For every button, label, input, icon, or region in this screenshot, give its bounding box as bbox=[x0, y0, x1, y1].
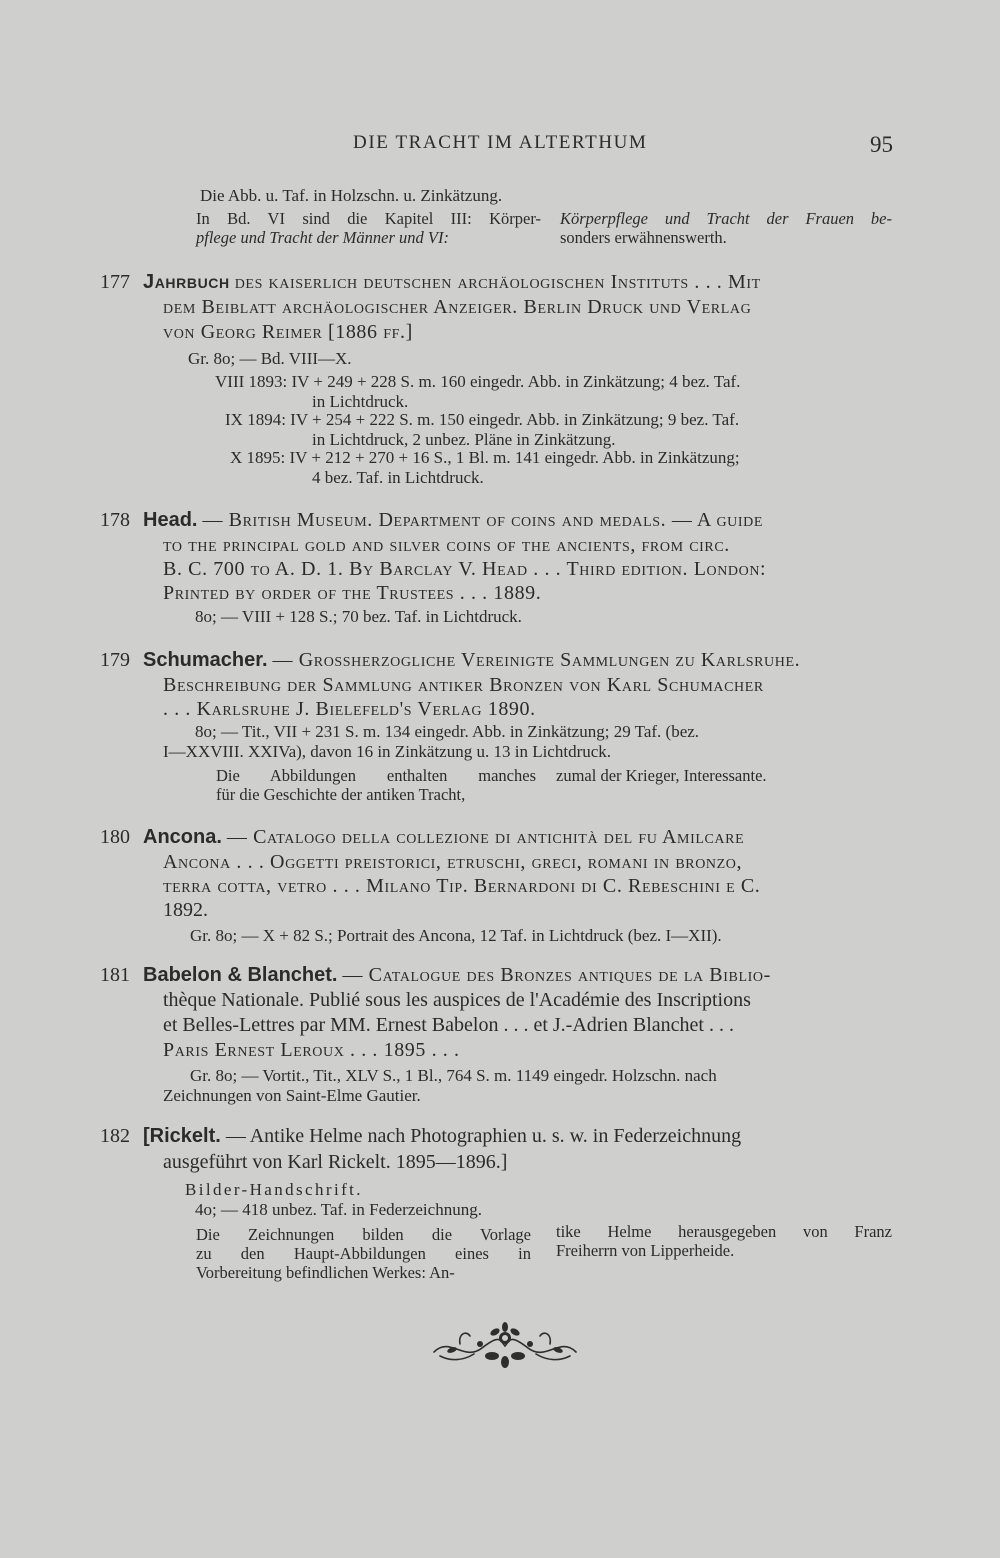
entry-title-line: ausgeführt von Karl Rickelt. 1895—1896.] bbox=[163, 1151, 508, 1173]
entry-note: Bilder-Handschrift. bbox=[185, 1180, 363, 1199]
column-line: Die Zeichnungen bilden die Vorlage bbox=[196, 1225, 531, 1244]
entry-headword: Babelon & Blanchet. bbox=[143, 964, 338, 986]
column-line: Körperpflege und Tracht der Frauen be- bbox=[560, 209, 892, 228]
column-line: für die Geschichte der antiken Tracht, bbox=[216, 785, 466, 804]
entry-first-line bbox=[100, 963, 771, 987]
carryover-left-column bbox=[196, 209, 541, 247]
entry-title-line: . . . Karlsruhe J. Bielefeld's Verlag 1890. bbox=[163, 698, 536, 720]
entry-note: 4o; — 418 unbez. Taf. in Federzeichnung. bbox=[195, 1200, 482, 1219]
entry-title-line: — Catalogue des Bronzes antiques de la Biblio- bbox=[342, 964, 771, 986]
annotation-right-column bbox=[556, 1222, 892, 1260]
column-line: Freiherrn von Lipperheide. bbox=[556, 1241, 735, 1260]
column-line: pflege und Tracht der Männer und VI: bbox=[196, 228, 449, 247]
column-line: zumal der Krieger, Interessante. bbox=[556, 766, 767, 785]
entry-note: 8o; — Tit., VII + 231 S. m. 134 eingedr. Abb. in Zinkätzung; 29 Taf. (bez. bbox=[195, 722, 700, 741]
column-line: zu den Haupt-Abbildungen eines in bbox=[196, 1244, 531, 1263]
entry-headword: [Rickelt. bbox=[143, 1125, 221, 1147]
entry-headword: Head. bbox=[143, 509, 198, 531]
entry-number: 178 bbox=[100, 509, 130, 531]
carryover-right-column bbox=[560, 209, 892, 247]
entry-note: in Lichtdruck. bbox=[312, 392, 409, 411]
entry-headword: Jahrbuch bbox=[143, 271, 230, 293]
entry-title-line: terra cotta, vetro . . . Milano Tip. Bernardoni di C. Rebeschini e C. bbox=[163, 875, 761, 897]
entry-number: 177 bbox=[100, 271, 130, 293]
annotation-left-column bbox=[196, 1225, 531, 1282]
entry-number: 180 bbox=[100, 826, 130, 848]
annotation-right-column bbox=[556, 766, 856, 785]
entry-note: 8o; — VIII + 128 S.; 70 bez. Taf. in Lichtdruck. bbox=[195, 607, 522, 626]
entry-title-line: von Georg Reimer [1886 ff.] bbox=[163, 321, 413, 343]
column-line: sonders erwähnenswerth. bbox=[560, 228, 727, 247]
entry-number: 179 bbox=[100, 649, 130, 671]
entry-title-line: des kaiserlich deutschen archäologischen Instituts . . . Mit bbox=[234, 271, 761, 293]
column-line: Vorbereitung befindlichen Werkes: An- bbox=[196, 1263, 455, 1282]
entry-headword: Ancona. bbox=[143, 826, 222, 848]
entry-first-line bbox=[100, 270, 761, 294]
entry-note: IX 1894: IV + 254 + 222 S. m. 150 eingedr. Abb. in Zinkätzung; 9 bez. Taf. bbox=[225, 410, 740, 429]
entry-title-line: — Grossherzogliche Vereinigte Sammlungen zu Karlsruhe. bbox=[272, 649, 801, 671]
entry-note: Gr. 8o; — Vortit., Tit., XLV S., 1 Bl., 764 S. m. 1149 eingedr. Holzschn. nach bbox=[190, 1066, 717, 1085]
entry-title-line: Ancona . . . Oggetti preistorici, etruschi, greci, romani in bronzo, bbox=[163, 851, 743, 873]
entry-note: in Lichtdruck, 2 unbez. Pläne in Zinkätzung. bbox=[312, 430, 616, 449]
column-line: In Bd. VI sind die Kapitel III: Körper- bbox=[196, 209, 541, 228]
entry-title-line: — British Museum. Department of coins and medals. — A guide bbox=[202, 509, 763, 531]
entry-title-line: dem Beiblatt archäologischer Anzeiger. Berlin Druck und Verlag bbox=[163, 296, 752, 318]
entry-first-line bbox=[100, 508, 763, 532]
entry-number: 182 bbox=[100, 1125, 130, 1147]
entry-headword: Schumacher. bbox=[143, 649, 268, 671]
entry-first-line bbox=[100, 1124, 741, 1148]
entry-note: Gr. 8o; — X + 82 S.; Portrait des Ancona, 12 Taf. in Lichtdruck (bez. I—XII). bbox=[190, 926, 722, 945]
entry-title-line: et Belles-Lettres par MM. Ernest Babelon . . . et J.-Adrien Blanchet . . . bbox=[163, 1014, 734, 1036]
column-line: Die Abbildungen enthalten manches bbox=[216, 766, 536, 785]
annotation-left-column bbox=[216, 766, 536, 804]
entry-title-line: B. C. 700 to A. D. 1. By Barclay V. Head . . . Third edition. London: bbox=[163, 558, 767, 580]
entry-title-line: 1892. bbox=[163, 899, 208, 921]
entry-title-line: thèque Nationale. Publié sous les auspices de l'Académie des Inscriptions bbox=[163, 989, 751, 1011]
entry-title-line: to the principal gold and silver coins of the ancients, from circ. bbox=[163, 534, 730, 556]
entry-title-line: Paris Ernest Leroux . . . 1895 . . . bbox=[163, 1039, 460, 1061]
entry-title-line: — Antike Helme nach Photographien u. s. w. in Federzeichnung bbox=[225, 1125, 742, 1147]
entry-title-line: — Catalogo della collezione di antichità del fu Amilcare bbox=[226, 826, 745, 848]
carryover-line: Die Abb. u. Taf. in Holzschn. u. Zinkätzung. bbox=[200, 186, 503, 205]
entry-note: VIII 1893: IV + 249 + 228 S. m. 160 eingedr. Abb. in Zinkätzung; 4 bez. Taf. bbox=[215, 372, 741, 391]
entry-first-line bbox=[100, 825, 744, 849]
entry-title-line: Printed by order of the Trustees . . . 1889. bbox=[163, 582, 542, 604]
entry-first-line bbox=[100, 648, 800, 672]
column-line: tike Helme herausgegeben von Franz bbox=[556, 1222, 892, 1241]
entry-note: Zeichnungen von Saint-Elme Gautier. bbox=[163, 1086, 421, 1105]
running-header bbox=[0, 132, 1000, 166]
entry-note: Gr. 8o; — Bd. VIII—X. bbox=[188, 349, 352, 368]
entry-number: 181 bbox=[100, 964, 130, 986]
page-number: 95 bbox=[870, 132, 893, 157]
entry-title-line: Beschreibung der Sammlung antiker Bronzen von Karl Schumacher bbox=[163, 674, 764, 696]
running-title: DIE TRACHT IM ALTERTHUM bbox=[353, 132, 648, 153]
entry-note: 4 bez. Taf. in Lichtdruck. bbox=[312, 468, 484, 487]
floral-vignette-icon bbox=[430, 1322, 580, 1370]
entry-note: I—XXVIII. XXIVa), davon 16 in Zinkätzung u. 13 in Lichtdruck. bbox=[163, 742, 612, 761]
entry-note: X 1895: IV + 212 + 270 + 16 S., 1 Bl. m. 141 eingedr. Abb. in Zinkätzung; bbox=[230, 448, 740, 467]
